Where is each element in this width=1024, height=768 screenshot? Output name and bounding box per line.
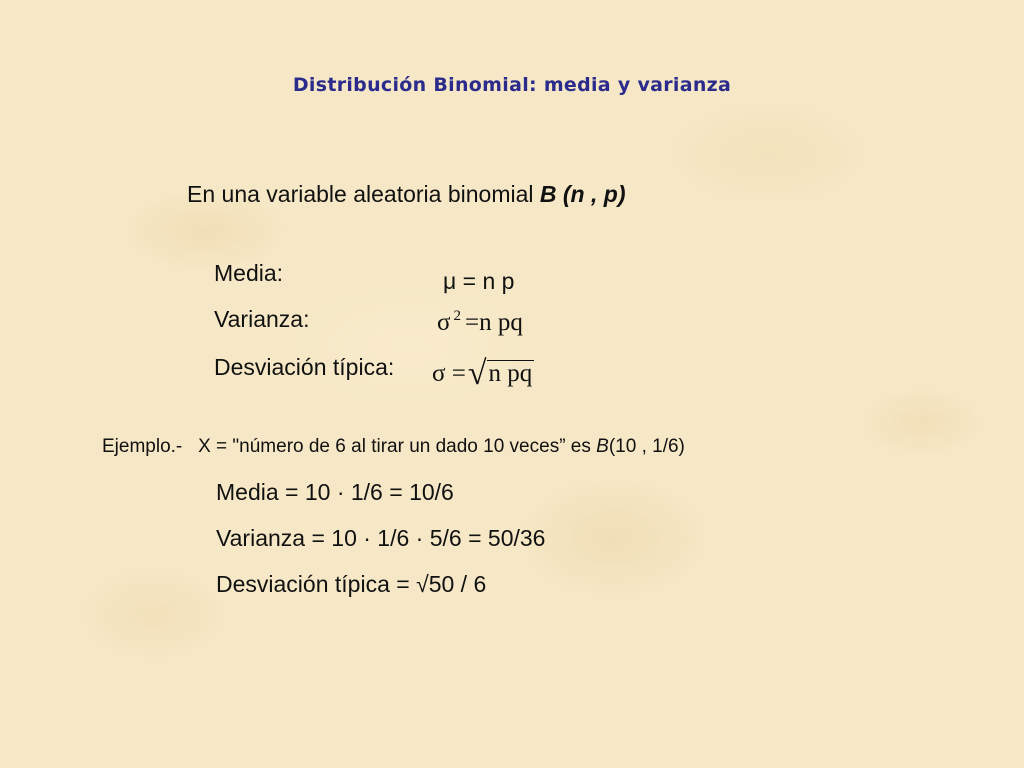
intro-line [187,181,625,208]
std-label: Desviación típica: [214,354,395,380]
variance-rhs: =n pq [464,309,523,336]
slide-title: Distribución Binomial: media y varianza [292,74,732,96]
std-lhs: σ = [432,360,466,387]
intro-text: En una variable aleatoria binomial [187,181,540,207]
example-variance: Varianza = 10 · 1/6 · 5/6 = 50/36 [216,525,546,551]
example-statement: X = "número de 6 al tirar un dado 10 veces” es [198,436,597,457]
variance-formula [437,309,523,337]
mean-formula: μ = n p [443,268,515,294]
example-std: Desviación típica = √50 / 6 [216,571,487,597]
mean-label: Media: [214,260,284,286]
example-B: B [596,436,609,457]
example-params: (10 , 1/6) [608,436,685,457]
example-line [102,436,685,458]
variance-label: Varianza: [214,306,310,332]
sigma-symbol: σ [437,309,451,336]
radicand: n pq [488,360,533,387]
radical-icon: √ [467,355,487,392]
std-formula [432,352,534,390]
exponent: 2 [453,308,461,324]
example-label: Ejemplo.- [102,436,183,457]
example-mean: Media = 10 · 1/6 = 10/6 [216,479,454,505]
binomial-notation: B (n , p) [539,181,626,207]
